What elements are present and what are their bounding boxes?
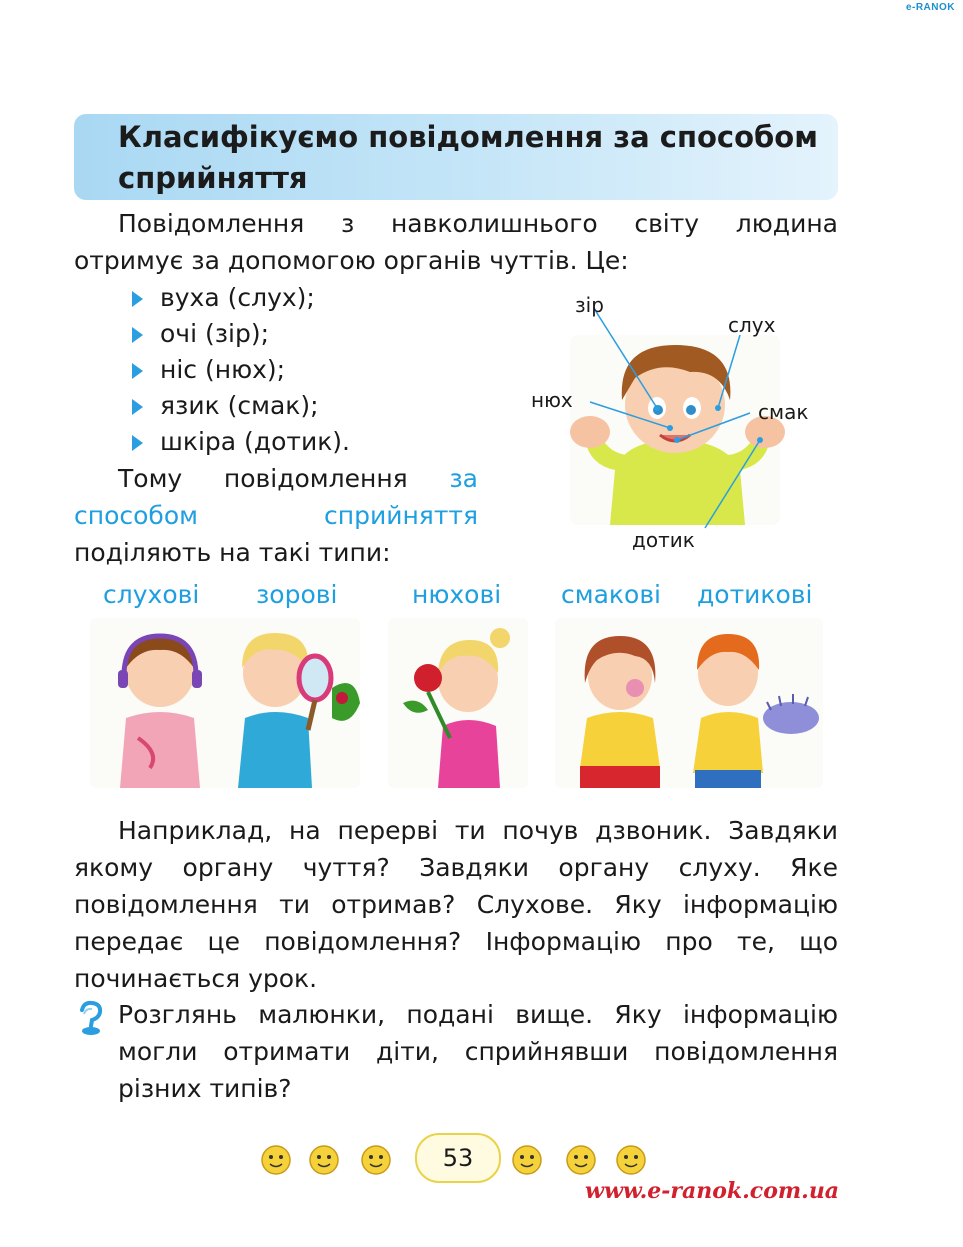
page-number: 53	[415, 1133, 501, 1183]
intro-paragraph	[74, 205, 838, 279]
list-item: очі (зір);	[130, 316, 350, 352]
type-label-vision: зорові	[256, 580, 338, 609]
bullet-triangle-icon	[132, 363, 143, 379]
list-item: шкіра (дотик).	[130, 424, 350, 460]
vision-child-illustration	[220, 618, 360, 788]
example-paragraph	[74, 812, 838, 997]
taste-child-illustration	[555, 618, 695, 788]
touch-child-illustration	[683, 618, 823, 788]
label-nyuh: нюх	[531, 388, 573, 412]
type-label-smell: нюхові	[412, 580, 502, 609]
question-paragraph	[118, 996, 838, 1107]
types-intro-paragraph: Тому повідомлення за способом сприйняття поділяють на такі типи:	[74, 464, 478, 567]
footer-smileys-left	[258, 1142, 408, 1178]
question-icon	[74, 1000, 108, 1036]
section-title: Класифікуємо повідомлення за способом сприйняття	[118, 120, 818, 195]
label-dotyk: дотик	[632, 528, 695, 552]
website-url: www.e-ranok.com.ua	[585, 1178, 840, 1204]
type-label-taste: смакові	[561, 580, 661, 609]
bullet-triangle-icon	[132, 399, 143, 415]
publisher-logo: e-RANOK	[905, 2, 955, 13]
senses-list	[130, 280, 350, 460]
list-item: язик (смак);	[130, 388, 350, 424]
intro-text: Повідомлення з навколишнього світу людина отримує за допомогою органів чуттів. Це:	[74, 209, 838, 275]
question-text: Розглянь малюнки, подані вище. Яку інформацію могли отримати діти, сприйнявши повідомлення різних типів?	[118, 1000, 838, 1103]
hearing-child-illustration	[90, 618, 230, 788]
bullet-triangle-icon	[132, 435, 143, 451]
label-smak: смак	[758, 400, 809, 424]
type-label-touch: дотикові	[697, 580, 813, 609]
bullet-triangle-icon	[132, 291, 143, 307]
list-item: ніс (нюх);	[130, 352, 350, 388]
smell-child-illustration	[388, 618, 528, 788]
label-sluh: слух	[728, 313, 776, 337]
type-label-hearing: слухові	[103, 580, 200, 609]
highlighted-term: за способом сприйняття	[74, 464, 478, 530]
example-text: Наприклад, на перерві ти почув дзвоник. Завдяки якому органу чуття? Завдяки органу слуху. Яке повідомлення ти отримав? Слухове. Яку інформацію передає це повідомлення? Інформацію про те, що починається урок.	[74, 816, 838, 993]
footer-smileys-right	[505, 1142, 655, 1178]
bullet-triangle-icon	[132, 327, 143, 343]
list-item: вуха (слух);	[130, 280, 350, 316]
label-zir: зір	[575, 293, 604, 317]
